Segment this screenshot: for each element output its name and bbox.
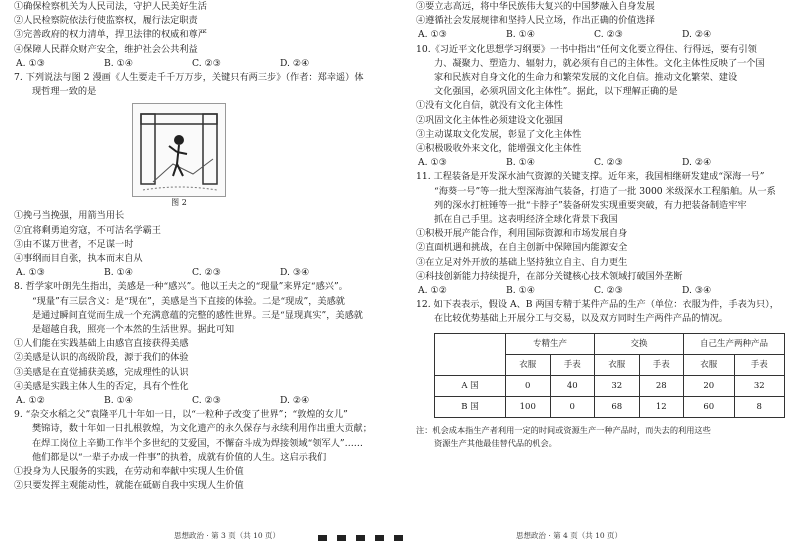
q9-choice-4: ④遵循社会发展规律和坚持人民立场，作出正确的价值选择 — [416, 15, 655, 27]
q11-stem-2: “海葵一号”等一批大型深海油气装备，打造了一批 3000 米级深水工程船舶。从一系 — [434, 185, 776, 197]
production-table — [434, 333, 785, 418]
table-cell: 40 — [550, 375, 595, 396]
table-country: B 国 — [435, 396, 506, 417]
table-subheader: 衣服 — [595, 354, 640, 375]
q6-option-a[interactable]: A. ①③ — [16, 57, 45, 69]
q8-choice-1: ①人们能在实践基础上由感官直接获得美感 — [14, 338, 189, 350]
q7-stem-1: 7. 下列说法与图 2 漫画《人生要走千千万万步，关键只有两三步》（作者：郑幸遥）体 — [14, 72, 364, 84]
cartoon-illustration — [133, 104, 225, 196]
q7-option-b[interactable]: B. ①④ — [104, 267, 134, 279]
cartoon-figure — [132, 103, 226, 197]
table-group-header: 交换 — [595, 333, 684, 354]
q8-choice-4: ④美感是实践主体人生的否定，具有个性化 — [14, 380, 189, 392]
q8-stem-4: 是超越自我，照亮一个本然的生活世界。据此可知 — [32, 324, 235, 336]
q9-stem-2: 樊锦诗，数十年如一日扎根敦煌，为文化遗产的永久保存与永续利用作出重大贡献； — [32, 423, 372, 435]
q9-options — [416, 28, 796, 42]
q10-choice-4: ④积极吸收外来文化，能增强文化主体性 — [416, 143, 582, 155]
q11-stem-3: 列的深水打桩锤等一批“卡脖子”装备研发实现重要突破，有力把装备制造牢牢 — [434, 199, 747, 211]
q6-choice-4: ④保障人民群众财产安全，维护社会公共利益 — [14, 43, 198, 55]
table-note-1: 注：机会成本指生产者利用一定的时间或资源生产一种产品时，而失去的利用这些 — [416, 424, 711, 435]
table-corner — [435, 333, 506, 375]
mark-3 — [356, 535, 365, 541]
q8-choice-2: ②美感是认识的高级阶段，源于我们的体验 — [14, 352, 189, 364]
q11-stem-4: 抓在自己手里。这表明经济全球化背景下我国 — [434, 214, 618, 226]
q12-stem-1: 12. 如下表表示，假设 A、B 两国专精于某件产品的生产（单位：衣服为件，手表为只）， — [416, 299, 779, 311]
q9-option-b[interactable]: B. ①④ — [506, 29, 536, 41]
q9-stem-3: 在焊工岗位上辛勤工作半个多世纪的艾爱国，不懈奋斗成为焊接领域“领军人”…… — [32, 437, 363, 449]
q7-option-c[interactable]: C. ②③ — [192, 267, 222, 279]
q8-stem-3: 是通过瞬间直觉而生成一个充满意蕴的完整的感性世界。三是“显现真实”，美感就 — [32, 309, 363, 321]
table-subheader: 衣服 — [684, 354, 735, 375]
q8-stem-2: “现量”有三层含义：是“现在”，美感是当下直接的体验。二是“现成”，美感就 — [32, 295, 345, 307]
table-subheader: 衣服 — [506, 354, 551, 375]
q8-stem-1: 8. 哲学家叶朗先生指出，美感是一种“感兴”。他以王夫之的“现量”来界定“感兴”。 — [14, 281, 348, 293]
q6-option-c[interactable]: C. ②③ — [192, 57, 222, 69]
q11-option-c[interactable]: C. ②③ — [594, 285, 624, 297]
q8-option-c[interactable]: C. ②③ — [192, 395, 222, 407]
q9-stem-4: 他们都是以“一辈子办成一件事”的执着，成就有价值的人生。这启示我们 — [32, 451, 327, 463]
mark-5 — [394, 535, 403, 541]
mark-1 — [318, 535, 327, 541]
q9-option-d[interactable]: D. ②④ — [682, 29, 712, 41]
q11-stem-1: 11. 工程装备是开发深水油气资源的关键支撑。近年来，我国相继研发建成“深海一号” — [416, 171, 765, 183]
q6-options — [14, 57, 394, 71]
q11-option-b[interactable]: B. ①④ — [506, 285, 536, 297]
q10-stem-3: 家和民族对自身文化的生命力和繁荣发展的文化自信。推动文化繁荣、建设 — [434, 72, 738, 84]
q10-options — [416, 156, 796, 170]
q9-choice-1: ①投身为人民服务的实践，在劳动和奉献中实现人生价值 — [14, 466, 244, 478]
q11-choice-3: ③在立足对外开放的基础上坚持独立自主、自力更生 — [416, 256, 628, 268]
q9-choice-3: ③要立志高远，将中华民族伟大复兴的中国梦融入自身发展 — [416, 1, 655, 12]
q6-choice-3: ③完善政府的权力清单，捍卫法律的权威和尊严 — [14, 29, 207, 41]
q11-options — [416, 284, 796, 298]
q7-option-d[interactable]: D. ③④ — [280, 267, 310, 279]
q9-option-c[interactable]: C. ②③ — [594, 29, 624, 41]
table-cell: 32 — [734, 375, 785, 396]
q9-option-a[interactable]: A. ①③ — [418, 29, 447, 41]
q6-option-d[interactable]: D. ②④ — [280, 57, 310, 69]
table-cell: 0 — [506, 375, 551, 396]
left-page-footer: 思想政治 · 第 3 页（共 10 页） — [174, 530, 281, 540]
table-cell: 60 — [684, 396, 735, 417]
q7-stem-2: 现哲理一致的是 — [32, 86, 97, 98]
right-page-footer: 思想政治 · 第 4 页（共 10 页） — [516, 530, 623, 540]
q11-choice-4: ④科技创新能力持续提升，在部分关键核心技术领域打破国外垄断 — [416, 270, 683, 282]
q10-choice-1: ①没有文化自信，就没有文化主体性 — [416, 100, 563, 112]
q7-choice-1: ①挽弓当挽强，用箭当用长 — [14, 210, 125, 222]
q10-stem-1: 10.《习近平文化思想学习纲要》一书中指出“任何文化要立得住、行得远，要有引领 — [416, 43, 757, 55]
q11-option-d[interactable]: D. ③④ — [682, 285, 712, 297]
q8-option-a[interactable]: A. ①② — [16, 395, 45, 407]
page-marks — [318, 535, 403, 541]
q10-option-a[interactable]: A. ①③ — [418, 157, 447, 169]
table-cell: 68 — [595, 396, 640, 417]
table-cell: 12 — [639, 396, 684, 417]
q11-choice-1: ①积极开展产能合作，利用国际资源和市场发展自身 — [416, 228, 628, 240]
q11-option-a[interactable]: A. ①② — [418, 285, 447, 297]
table-cell: 0 — [550, 396, 595, 417]
q10-option-c[interactable]: C. ②③ — [594, 157, 624, 169]
figure-caption: 图 2 — [171, 198, 187, 208]
q10-stem-2: 力、凝聚力、塑造力、辐射力，就必须有自己的主体性。文化主体性反映了一个国 — [434, 57, 765, 69]
q10-option-d[interactable]: D. ②④ — [682, 157, 712, 169]
q10-stem-4: 文化强国，必须巩固文化主体性”。据此，以下理解正确的是 — [434, 86, 678, 98]
q9-choice-2: ②只要发挥主观能动性，就能在砥砺自我中实现人生价值 — [14, 480, 244, 492]
q6-choice-1: ①确保检察机关为人民司法，守护人民美好生活 — [14, 1, 207, 12]
mark-4 — [375, 535, 384, 541]
table-note-2: 资源生产其他最佳替代品的机会。 — [434, 437, 557, 448]
q7-choice-3: ③由不谋万世者，不足谋一时 — [14, 238, 134, 250]
table-cell: 8 — [734, 396, 785, 417]
table-cell: 28 — [639, 375, 684, 396]
q12-stem-2: 在比较优势基础上开展分工与交易，以及双方同时生产两件产品的情况。 — [434, 313, 728, 325]
table-cell: 32 — [595, 375, 640, 396]
q7-option-a[interactable]: A. ①③ — [16, 267, 45, 279]
q10-choice-2: ②巩固文化主体性必须建设文化强国 — [416, 114, 563, 126]
q7-choice-2: ②宜将剩勇追穷寇，不可沽名学霸王 — [14, 224, 161, 236]
q6-option-b[interactable]: B. ①④ — [104, 57, 134, 69]
table-row — [435, 396, 785, 417]
table-group-header: 专精生产 — [506, 333, 595, 354]
q10-option-b[interactable]: B. ①④ — [506, 157, 536, 169]
q7-choice-4: ④事纲而目自张，执本而末自从 — [14, 253, 143, 265]
q8-options — [14, 394, 394, 408]
table-row — [435, 375, 785, 396]
table-cell: 20 — [684, 375, 735, 396]
table-cell: 100 — [506, 396, 551, 417]
q10-choice-3: ③主动谋取文化发展，彰显了文化主体性 — [416, 128, 582, 140]
q9-stem-1: 9. “杂交水稻之父”袁隆平几十年如一日，以“一粒种子改变了世界”；“敦煌的女儿” — [14, 409, 348, 421]
q8-option-b[interactable]: B. ①④ — [104, 395, 134, 407]
left-page — [14, 0, 394, 551]
table-group-header: 自己生产两种产品 — [684, 333, 785, 354]
mark-2 — [337, 535, 346, 541]
table-subheader: 手表 — [639, 354, 684, 375]
q8-choice-3: ③美感是在直觉捕获美感，完成理性的认识 — [14, 366, 189, 378]
q6-choice-2: ②人民检察院依法行使监察权，履行法定职责 — [14, 15, 198, 27]
table-country: A 国 — [435, 375, 506, 396]
table-subheader: 手表 — [734, 354, 785, 375]
q8-option-d[interactable]: D. ②④ — [280, 395, 310, 407]
table-subheader: 手表 — [550, 354, 595, 375]
right-page — [416, 0, 796, 551]
q11-choice-2: ②直面机遇和挑战，在自主创新中保障国内能源安全 — [416, 242, 628, 254]
q7-options — [14, 266, 394, 280]
